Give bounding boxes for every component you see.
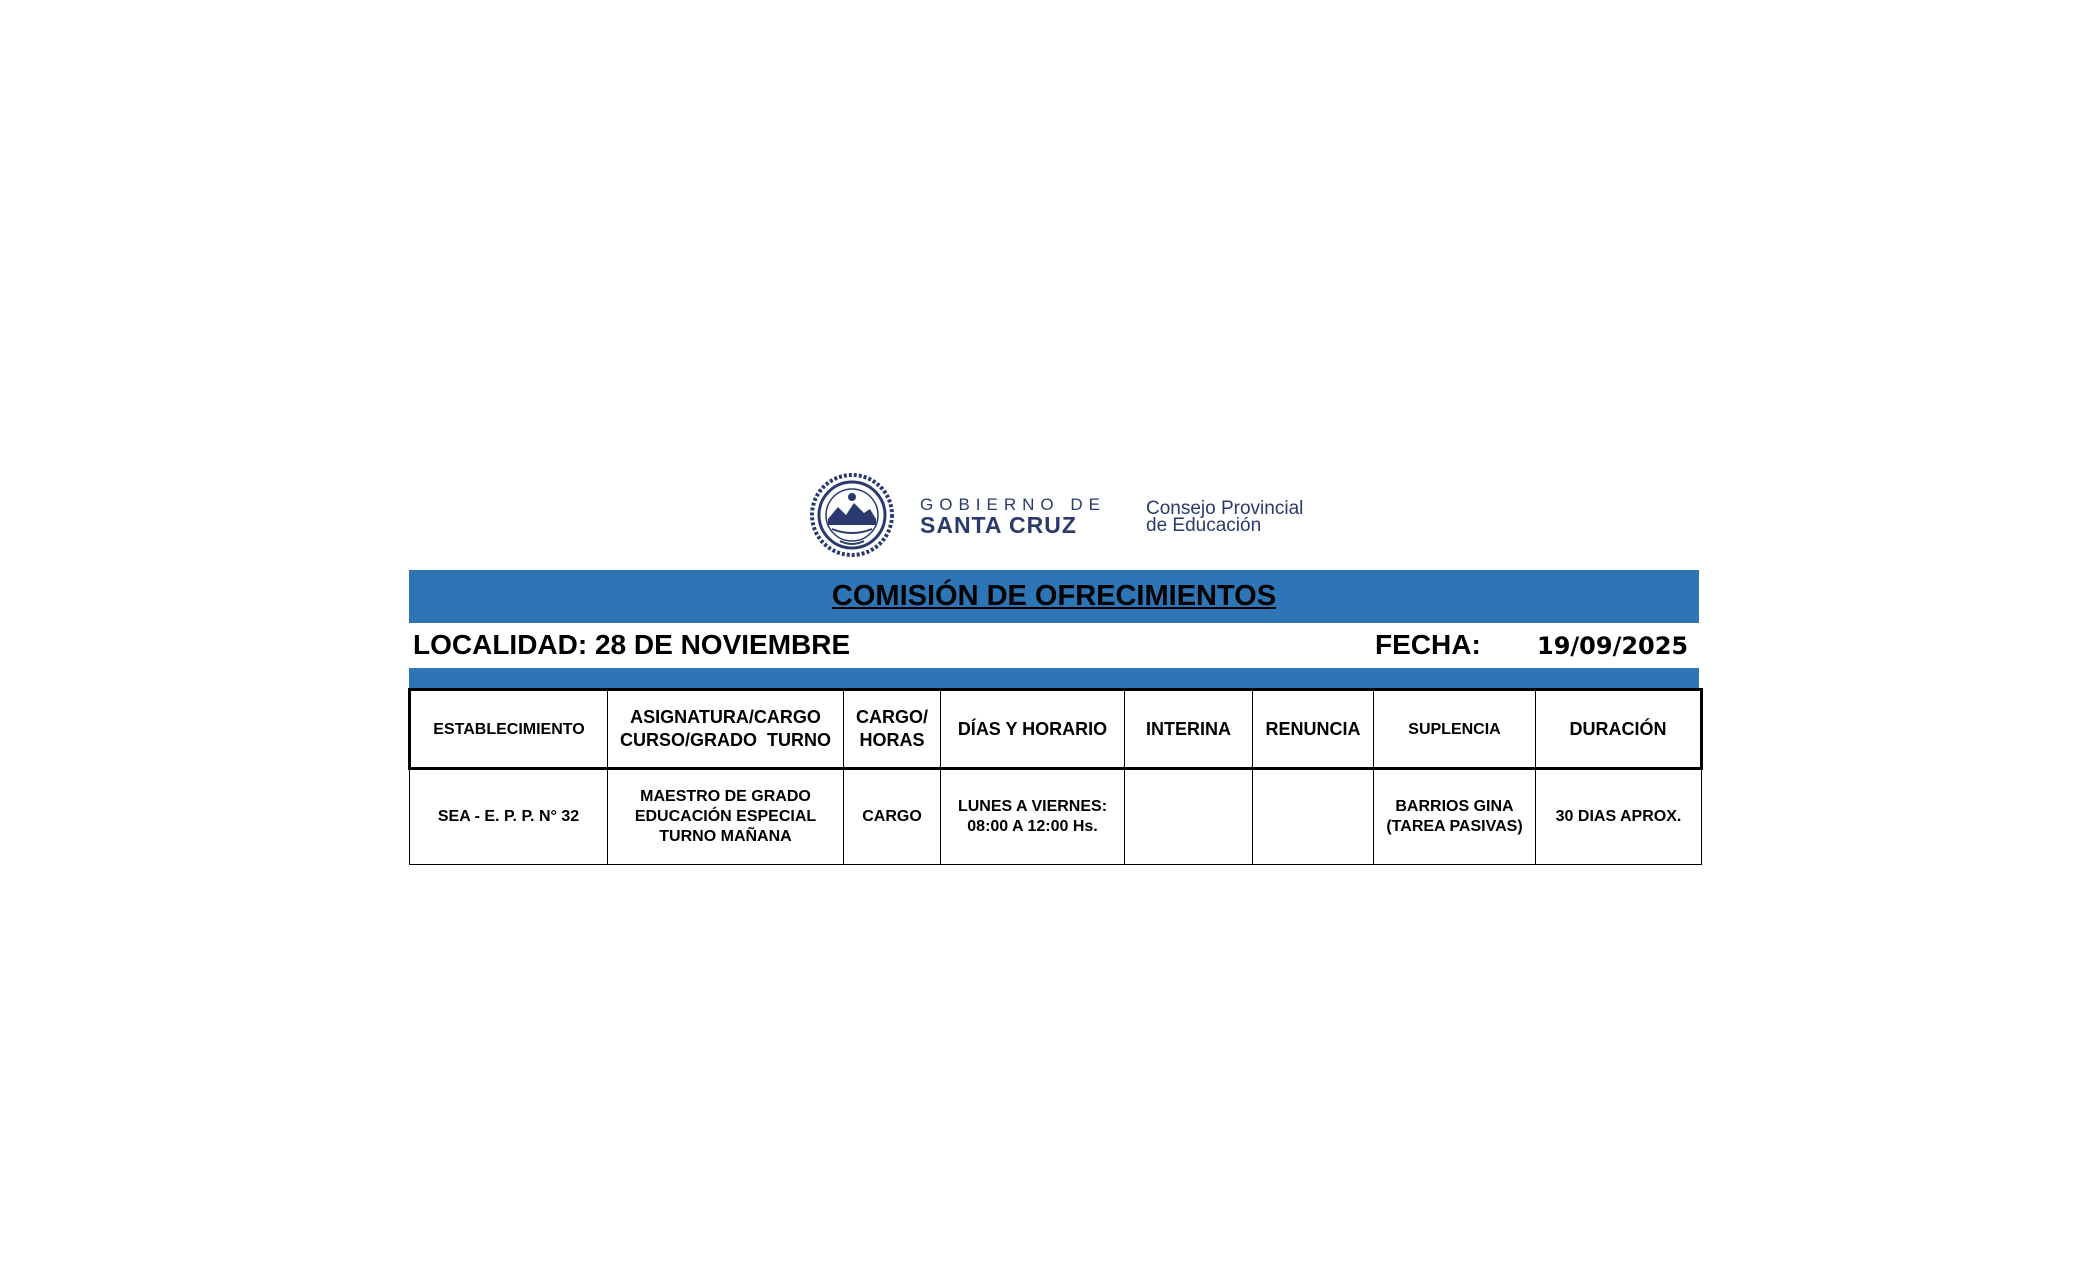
- header-cargo-line-1: CARGO/: [856, 707, 928, 727]
- cell-asignatura-line-3: TURNO MAÑANA: [659, 828, 792, 845]
- council-logo-text: [1146, 500, 1303, 534]
- header-logos: [810, 473, 1350, 555]
- page-title: COMISIÓN DE OFRECIMIENTOS: [831, 580, 1277, 612]
- fecha-value: 19/09/2025: [1537, 632, 1689, 660]
- santa-cruz-seal-icon: [810, 473, 894, 557]
- cell-interina: [1125, 769, 1253, 865]
- header-row: [410, 690, 1702, 769]
- council-line-1: Consejo Provincial: [1146, 498, 1304, 519]
- fecha-label: FECHA:: [1375, 629, 1481, 660]
- header-duracion: DURACIÓN: [1536, 690, 1702, 769]
- gov-line-1: GOBIERNO DE: [920, 495, 1106, 514]
- header-cargo-line-2: HORAS: [859, 730, 925, 750]
- header-asignatura-line-2: CURSO/GRADO TURNO: [620, 730, 831, 750]
- header-interina: INTERINA: [1125, 690, 1253, 769]
- cell-duracion: 30 DIAS APROX.: [1536, 769, 1702, 865]
- header-establecimiento: ESTABLECIMIENTO: [410, 690, 608, 769]
- cell-asignatura-line-1: MAESTRO DE GRADO: [640, 788, 811, 805]
- title-band: [409, 570, 1699, 623]
- header-asignatura: [608, 690, 844, 769]
- header-suplencia: SUPLENCIA: [1374, 690, 1536, 769]
- header-dias: DÍAS Y HORARIO: [941, 690, 1125, 769]
- offers-table: [408, 688, 1703, 865]
- separator-band: [409, 668, 1699, 688]
- cell-suplencia-line-1: BARRIOS GINA: [1395, 798, 1514, 815]
- table-header: [410, 690, 1702, 769]
- cell-asignatura: [608, 769, 844, 865]
- council-line-2: de Educación: [1146, 515, 1262, 536]
- cell-dias-line-1: LUNES A VIERNES:: [957, 798, 1108, 815]
- cell-renuncia: [1253, 769, 1374, 865]
- header-cargo: [844, 690, 941, 769]
- header-asignatura-line-1: ASIGNATURA/CARGO: [630, 707, 821, 727]
- localidad-label: LOCALIDAD: 28 DE NOVIEMBRE: [413, 629, 851, 660]
- table-body: [410, 769, 1702, 865]
- cell-dias: [941, 769, 1125, 865]
- government-logo-text: [920, 496, 1106, 536]
- table-row: [410, 769, 1702, 865]
- cell-suplencia: [1374, 769, 1536, 865]
- gov-line-2: SANTA CRUZ: [920, 512, 1077, 538]
- cell-dias-line-2: 08:00 A 12:00 Hs.: [967, 818, 1098, 835]
- info-row: [409, 625, 1699, 667]
- cell-suplencia-line-2: (TAREA PASIVAS): [1386, 818, 1523, 835]
- cell-establecimiento: SEA - E. P. P. N° 32: [410, 769, 608, 865]
- cell-asignatura-line-2: EDUCACIÓN ESPECIAL: [634, 808, 817, 825]
- header-renuncia: RENUNCIA: [1253, 690, 1374, 769]
- cell-cargo: CARGO: [844, 769, 941, 865]
